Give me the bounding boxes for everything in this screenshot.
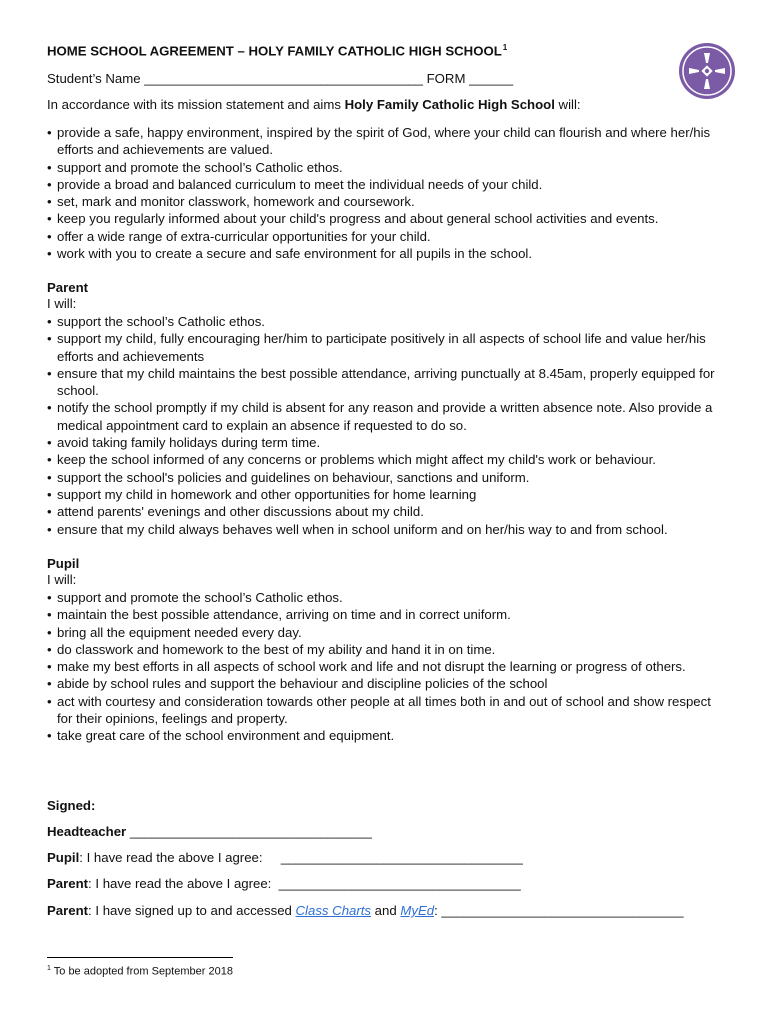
pupil-label: Pupil — [47, 850, 80, 865]
parent-signature-row — [47, 876, 521, 891]
intro-suffix: will: — [554, 97, 581, 112]
parent-label: Parent — [47, 903, 89, 918]
list-item: • avoid taking family holidays during term time. — [47, 434, 727, 451]
footnote-marker: 1 — [47, 965, 51, 972]
headteacher-signature-row — [47, 824, 372, 839]
list-item: • support the school's policies and guidelines on behaviour, sanctions and uniform. — [47, 469, 727, 486]
list-item: • support and promote the school’s Catholic ethos. — [47, 159, 727, 176]
list-item: • make my best efforts in all aspects of school work and life and not disrupt the learning or progress of others. — [47, 658, 727, 675]
and-text: and — [371, 903, 401, 918]
list-item: • offer a wide range of extra-curricular opportunities for your child. — [47, 228, 727, 245]
list-item: • set, mark and monitor classwork, homework and coursework. — [47, 193, 727, 210]
parent-signup-row — [47, 903, 683, 918]
list-item: • support my child, fully encouraging her/him to participate positively in all aspects of school life and value her/his efforts and achievements — [47, 330, 727, 365]
document-title — [47, 43, 507, 58]
parent-signature-line[interactable]: : I have read the above I agree: _________________________________ — [88, 876, 521, 891]
parent-intro: I will: — [47, 296, 77, 311]
pupil-signature-line[interactable]: : I have read the above I agree: _________________________________ — [79, 850, 523, 865]
class-charts-link[interactable]: Class Charts — [295, 903, 372, 918]
list-item: • ensure that my child maintains the best possible attendance, arriving punctually at 8.45am, properly equipped for school. — [47, 365, 727, 400]
list-item: • abide by school rules and support the behaviour and discipline policies of the school — [47, 675, 727, 692]
signed-heading: Signed: — [47, 798, 96, 813]
list-item: • provide a safe, happy environment, inspired by the spirit of God, where your child can flourish and where her/his efforts and achievements are valued. — [47, 124, 727, 159]
list-item: • act with courtesy and consideration towards other people at all times both in and out of school and show respect for their opinions, feelings and property. — [47, 693, 727, 728]
list-item: • support my child in homework and other opportunities for home learning — [47, 486, 727, 503]
parent-heading: Parent — [47, 280, 89, 295]
footnote-divider — [47, 957, 233, 958]
student-name-line: Student’s Name ______________________________________ FORM ______ — [47, 71, 514, 86]
myed-link[interactable]: MyEd — [400, 903, 435, 918]
list-item: • maintain the best possible attendance, arriving on time and in correct uniform. — [47, 606, 727, 623]
footnote-text: To be adopted from September 2018 — [53, 965, 233, 978]
parent-label: Parent — [47, 876, 89, 891]
parent-signup-line[interactable]: : _________________________________ — [434, 903, 684, 918]
headteacher-label: Headteacher — [47, 824, 127, 839]
title-text: HOME SCHOOL AGREEMENT – HOLY FAMILY CATHOLIC HIGH SCHOOL — [47, 43, 502, 59]
list-item: • attend parents' evenings and other discussions about my child. — [47, 503, 727, 520]
footnote — [47, 965, 233, 978]
pupil-commitments-list — [47, 589, 727, 745]
intro-prefix: In accordance with its mission statement and aims — [47, 97, 345, 112]
list-item: • bring all the equipment needed every day. — [47, 624, 727, 641]
parent-commitments-list — [47, 313, 727, 538]
pupil-heading: Pupil — [47, 556, 80, 571]
school-commitments-list — [47, 124, 727, 262]
list-item: • support the school’s Catholic ethos. — [47, 313, 727, 330]
intro-school-name: Holy Family Catholic High School — [344, 97, 555, 112]
list-item: • notify the school promptly if my child is absent for any reason and provide a written absence note. Also provide a medical appointment card to explain an absence if requested to do so. — [47, 399, 727, 434]
list-item: • ensure that my child always behaves well when in school uniform and on her/his way to and from school. — [47, 521, 727, 538]
headteacher-signature-line[interactable]: _________________________________ — [126, 824, 372, 839]
school-crest-icon — [677, 41, 737, 101]
pupil-signature-row — [47, 850, 523, 865]
list-item: • take great care of the school environment and equipment. — [47, 727, 727, 744]
title-footnote-marker: 1 — [502, 43, 508, 52]
list-item: • support and promote the school’s Catholic ethos. — [47, 589, 727, 606]
list-item: • do classwork and homework to the best of my ability and hand it in on time. — [47, 641, 727, 658]
parent-signup-text: : I have signed up to and accessed — [88, 903, 296, 918]
list-item: • work with you to create a secure and safe environment for all pupils in the school. — [47, 245, 727, 262]
pupil-intro: I will: — [47, 572, 77, 587]
intro-line — [47, 97, 581, 112]
list-item: • provide a broad and balanced curriculum to meet the individual needs of your child. — [47, 176, 727, 193]
list-item: • keep you regularly informed about your child's progress and about general school activities and events. — [47, 210, 727, 227]
list-item: • keep the school informed of any concerns or problems which might affect my child's work or behaviour. — [47, 451, 727, 468]
